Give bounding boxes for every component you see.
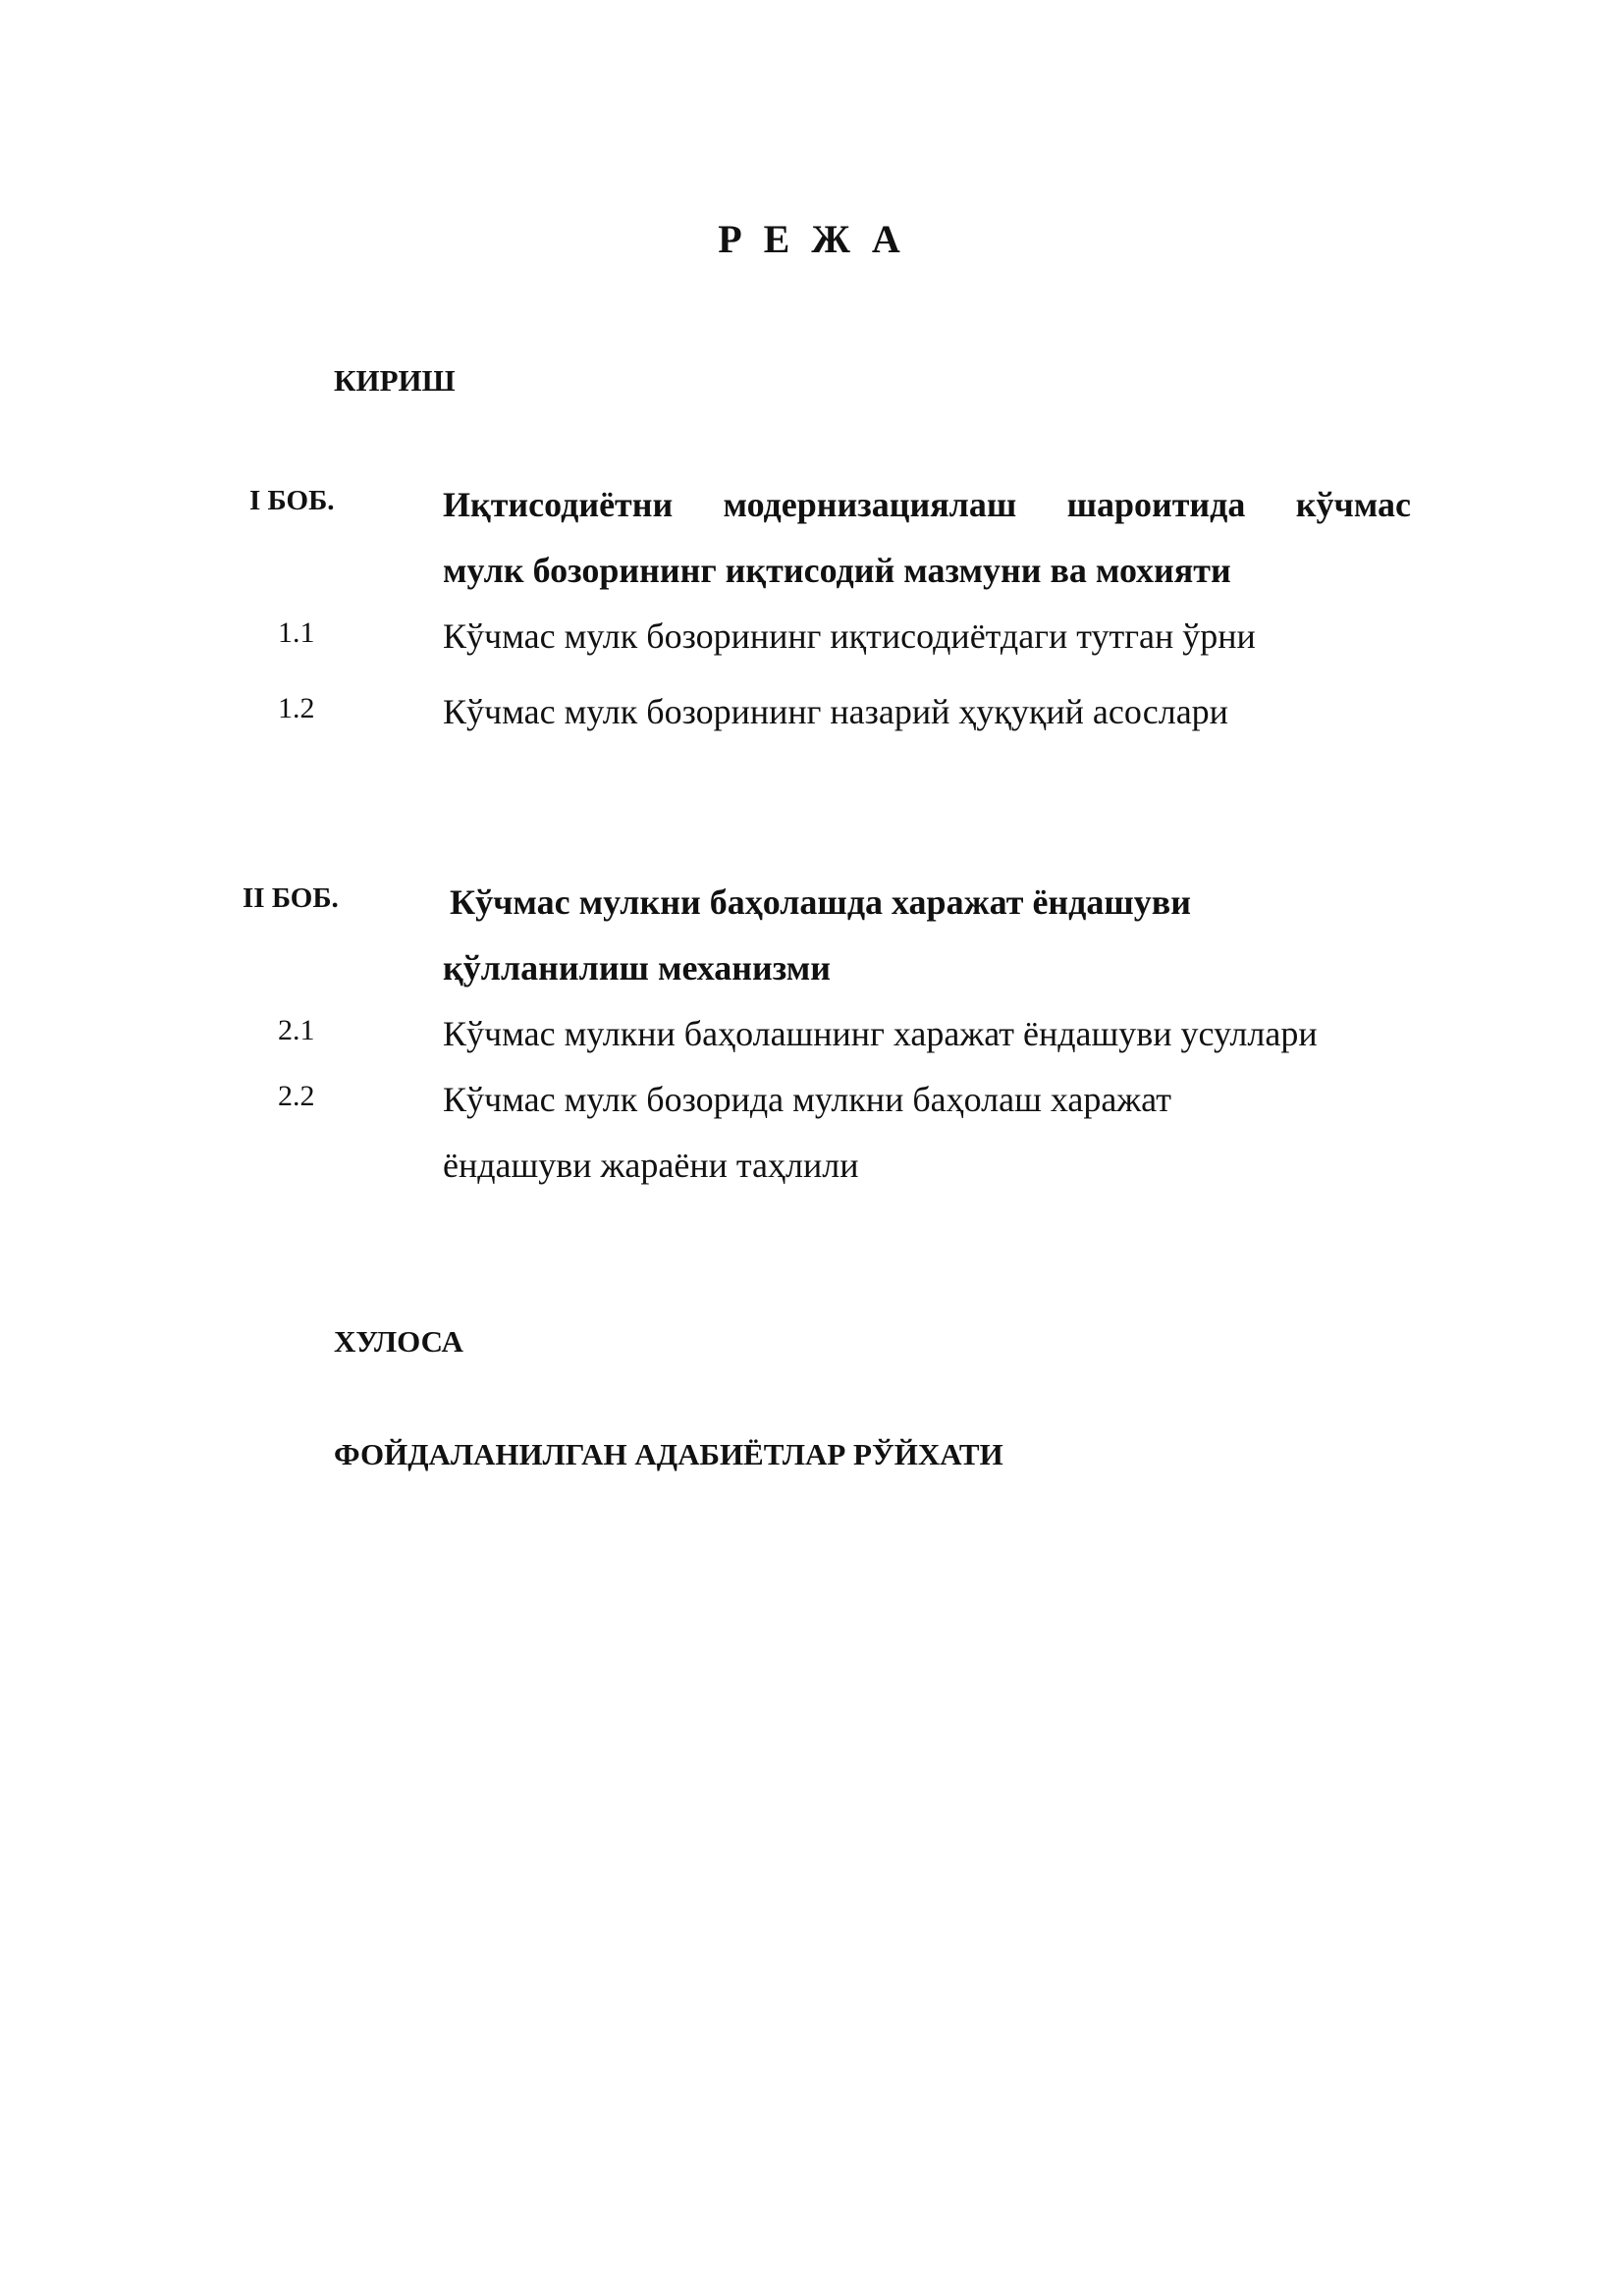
chapter-1-title-line-1: Иқтисодиётни модернизациялаш шароитида кўчмас [443, 485, 1411, 524]
conclusion-heading: ХУЛОСА [334, 1324, 463, 1359]
section-2-1-title [443, 1001, 1318, 1067]
section-1-2-title [443, 679, 1228, 745]
section-1-2-title-line-1: Кўчмас мулк бозорининг назарий ҳуқуқий асослари [443, 692, 1228, 731]
chapter-1-title-line-2: мулк бозорининг иқтисодий мазмуни ва мохияти [443, 551, 1231, 590]
references-heading: ФОЙДАЛАНИЛГАН АДАБИЁТЛАР РЎЙХАТИ [334, 1437, 1003, 1471]
section-2-2-title-line-1: Кўчмас мулк бозорида мулкни баҳолаш харажат [443, 1080, 1171, 1119]
chapter-1-title [443, 472, 1411, 604]
chapter-2-title [443, 870, 1191, 1001]
section-1-1-title-line-1: Кўчмас мулк бозорининг иқтисодиётдаги тутган ўрни [443, 616, 1256, 656]
page-title: Р Е Ж А [718, 217, 906, 261]
section-1-1-number: 1.1 [278, 616, 315, 649]
section-2-1-number: 2.1 [278, 1014, 315, 1046]
section-2-2-number: 2.2 [278, 1080, 315, 1112]
chapter-2-label: II БОБ. [243, 882, 339, 914]
section-2-2-title [443, 1067, 1171, 1199]
section-2-1-title-line-1: Кўчмас мулкни баҳолашнинг харажат ёндашуви усуллари [443, 1014, 1318, 1053]
chapter-1-label: I БОБ. [249, 485, 335, 516]
chapter-2-title-line-2: қўлланилиш механизми [443, 948, 831, 988]
intro-heading: КИРИШ [334, 363, 456, 398]
section-1-1-title [443, 604, 1256, 669]
section-2-2-title-line-2: ёндашуви жараёни таҳлили [443, 1146, 859, 1185]
section-1-2-number: 1.2 [278, 692, 315, 724]
chapter-2-title-line-1: Кўчмас мулкни баҳолашда харажат ёндашуви [450, 882, 1191, 922]
